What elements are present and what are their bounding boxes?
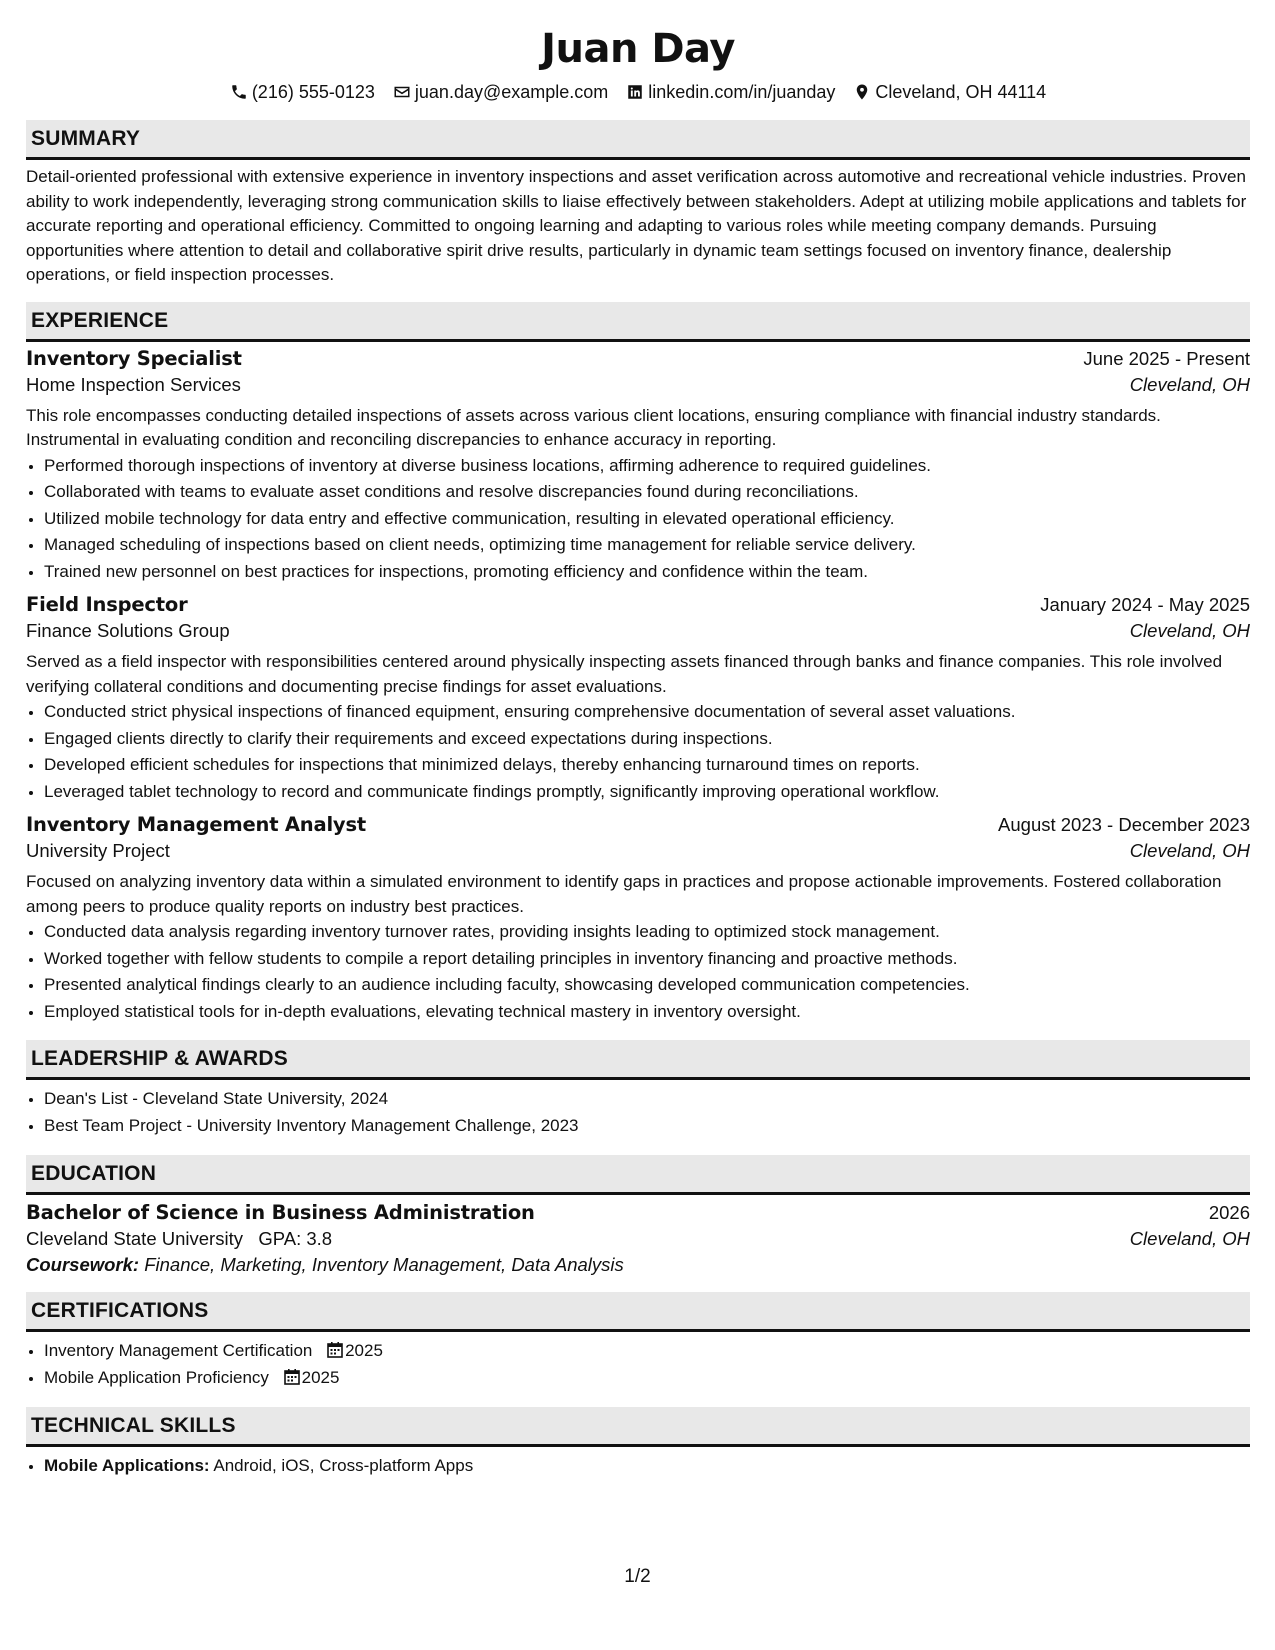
job-dates: June 2025 - Present: [1083, 347, 1250, 369]
location-text: Cleveland, OH 44114: [875, 81, 1047, 102]
school-location: Cleveland, OH: [1129, 1228, 1250, 1249]
job-subheader: [26, 374, 1250, 396]
list-item: • Performed thorough inspections of inventory at diverse business locations, affirming adherence to required guidelines.: [44, 453, 1250, 480]
list-item: • Engaged clients directly to clarify their requirements and exceed expectations during inspections.: [44, 726, 1250, 753]
job-description: Served as a field inspector with responsibilities centered around physically inspecting assets financed through banks and finance companies. This role involved verifying collateral conditions and documenting precise findings for asset evaluations.: [26, 652, 1223, 696]
job-description: Focused on analyzing inventory data within a simulated environment to identify gaps in practices and propose actionable improvements. Fostered collaboration among peers to produce quality reports on industry best practices.: [26, 872, 1222, 916]
job-header: [26, 347, 1250, 370]
resume-page: [26, 0, 1250, 1480]
job-subheader: [26, 840, 1250, 862]
list-item: • Dean's List - Cleveland State University, 2024: [44, 1086, 1250, 1113]
list-item: • Managed scheduling of inspections based on client needs, optimizing time management for reliable service delivery.: [44, 532, 1250, 559]
list-item: • Leveraged tablet technology to record and communicate findings promptly, significantly improving operational workflow.: [44, 779, 1250, 806]
job-title: Field Inspector: [26, 593, 188, 616]
awards-section: [26, 1040, 1250, 1139]
school-line: [26, 1228, 332, 1250]
job-bullets: [26, 699, 1250, 805]
summary-text: Detail-oriented professional with extensive experience in inventory inspections and asset verification across automotive and recreational vehicle industries. Proven ability to work independently, leveraging strong communication skills to liaise effectively between stakeholders. Adept at utilizing mobile applications and tablets for accurate reporting and operational efficiency. Committed to ongoing learning and adapting to various roles while meeting company demands. Pursuing opportunities where attention to detail and collaborative spirit drive results, particularly in dynamic team settings focused on inventory finance, dealership operations, or field inspection processes.: [26, 167, 1247, 284]
envelope-icon: [393, 83, 411, 101]
job-entry: [26, 813, 1250, 1025]
list-item: • Best Team Project - University Inventory Management Challenge, 2023: [44, 1113, 1250, 1140]
education-subheader: [26, 1228, 1250, 1250]
section-heading: LEADERSHIP & AWARDS: [26, 1040, 1250, 1080]
graduation-year: 2026: [1208, 1202, 1250, 1223]
job-organization: Home Inspection Services: [26, 373, 241, 395]
section-heading: TECHNICAL SKILLS: [26, 1407, 1250, 1447]
job-organization: Finance Solutions Group: [26, 620, 230, 641]
contact-location: [853, 82, 1046, 103]
job-location: Cleveland, OH: [1129, 620, 1250, 641]
list-item: • Worked together with fellow students to compile a report detailing principles in inventory financing and proactive methods.: [44, 946, 1250, 973]
job-dates: January 2024 - May 2025: [1040, 594, 1250, 615]
list-item: • Utilized mobile technology for data entry and effective communication, resulting in elevated operational efficiency.: [44, 506, 1250, 533]
summary-section: [26, 120, 1250, 288]
skills-list: [26, 1453, 1250, 1480]
list-item: • Employed statistical tools for in-depth evaluations, elevating technical mastery in inventory oversight.: [44, 999, 1250, 1026]
contact-bar: [26, 78, 1250, 106]
coursework-label: Coursework:: [26, 1254, 140, 1275]
list-item: • Presented analytical findings clearly to an audience including faculty, showcasing developed communication competencies.: [44, 972, 1250, 999]
skill-value: Android, iOS, Cross-platform Apps: [213, 1456, 474, 1475]
section-heading: EXPERIENCE: [26, 302, 1250, 342]
job-dates: August 2023 - December 2023: [998, 814, 1250, 835]
awards-list: [26, 1086, 1250, 1139]
list-item: • Conducted strict physical inspections of financed equipment, ensuring comprehensive documentation of several asset valuations.: [44, 699, 1250, 726]
linkedin-link[interactable]: linkedin.com/in/juanday: [648, 81, 836, 102]
job-title: Inventory Management Analyst: [26, 813, 366, 836]
job-entry: [26, 593, 1250, 805]
candidate-name: Juan Day: [541, 26, 735, 72]
job-header: [26, 593, 1250, 616]
job-header: [26, 813, 1250, 836]
phone-icon: [230, 83, 248, 101]
experience-section: [26, 302, 1250, 1026]
contact-phone: [230, 82, 375, 103]
list-item: [44, 1365, 1250, 1392]
contact-email[interactable]: [393, 82, 608, 103]
education-header: [26, 1201, 1250, 1224]
job-location: Cleveland, OH: [1129, 840, 1250, 861]
certifications-section: [26, 1292, 1250, 1391]
list-item: • Developed efficient schedules for inspections that minimized delays, thereby enhancing turnaround times on reports.: [44, 752, 1250, 779]
job-entry: [26, 347, 1250, 586]
cert-name: Mobile Application Proficiency: [44, 1367, 269, 1387]
linkedin-icon: [626, 83, 644, 101]
cert-name: Inventory Management Certification: [44, 1341, 313, 1360]
list-item: • Trained new personnel on best practices for inspections, promoting efficiency and confidence within the team.: [44, 559, 1250, 586]
contact-linkedin[interactable]: [626, 82, 835, 103]
calendar-icon: [327, 1341, 343, 1358]
job-description: This role encompasses conducting detailed inspections of assets across various client locations, ensuring compliance with financial industry standards. Instrumental in evaluating condition and reconciling discrepancies to enhance accuracy in reporting.: [26, 405, 1161, 449]
job-bullets: [26, 453, 1250, 586]
education-section: [26, 1155, 1250, 1276]
list-item: • Collaborated with teams to evaluate asset conditions and resolve discrepancies found during reconciliations.: [44, 479, 1250, 506]
section-heading: EDUCATION: [26, 1155, 1250, 1195]
gpa: GPA: 3.8: [258, 1228, 333, 1249]
degree-title: Bachelor of Science in Business Administration: [26, 1201, 535, 1224]
school-name: Cleveland State University: [26, 1228, 243, 1249]
certifications-list: [26, 1338, 1250, 1391]
coursework-list: Finance, Marketing, Inventory Management, Data Analysis: [144, 1254, 624, 1275]
job-organization: University Project: [26, 840, 170, 861]
page-number: 1/2: [624, 1566, 651, 1587]
job-bullets: [26, 919, 1250, 1025]
list-item: [44, 1453, 1250, 1480]
section-heading: CERTIFICATIONS: [26, 1292, 1250, 1332]
job-location: Cleveland, OH: [1129, 373, 1250, 395]
email-link[interactable]: juan.day@example.com: [414, 81, 609, 102]
skill-label: Mobile Applications:: [44, 1456, 210, 1475]
skills-section: [26, 1407, 1250, 1480]
job-subheader: [26, 620, 1250, 642]
map-pin-icon: [853, 83, 871, 101]
calendar-icon: [284, 1368, 300, 1385]
cert-year: 2025: [345, 1341, 383, 1360]
list-item: • Conducted data analysis regarding inventory turnover rates, providing insights leading to optimized stock management.: [44, 919, 1250, 946]
job-title: Inventory Specialist: [26, 346, 242, 370]
coursework-line: [26, 1254, 1250, 1276]
section-heading: SUMMARY: [26, 120, 1250, 160]
phone-text: (216) 555-0123: [251, 81, 375, 102]
list-item: [44, 1338, 1250, 1365]
cert-year: 2025: [301, 1367, 340, 1387]
